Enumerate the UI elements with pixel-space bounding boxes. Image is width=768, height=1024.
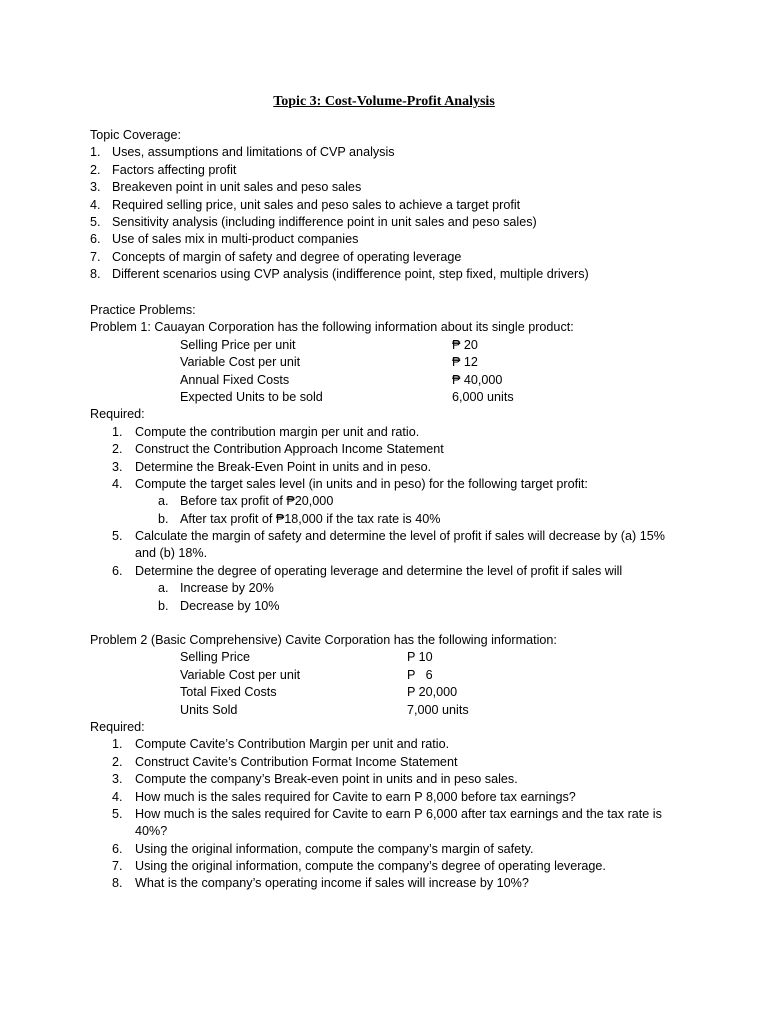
problem-2-required-item xyxy=(90,858,710,875)
text-span: Variable Cost per unit xyxy=(180,667,301,682)
problem-2-required-item xyxy=(90,789,710,806)
text-span: P 10 xyxy=(407,650,433,665)
problem-1 xyxy=(90,302,710,615)
text-span: 1. xyxy=(112,737,123,752)
topic-coverage xyxy=(90,127,710,284)
text-span: 8. xyxy=(112,876,123,891)
text-span: Selling Price per unit xyxy=(180,337,296,352)
coverage-item xyxy=(90,144,710,161)
text-span: How much is the sales required for Cavite to earn P 8,000 before tax earnings? xyxy=(135,789,576,804)
problem-2-required-item xyxy=(90,754,710,771)
text-span: Total Fixed Costs xyxy=(180,685,277,700)
practice-heading xyxy=(90,302,710,319)
text-span: Using the original information, compute the company’s margin of safety. xyxy=(135,841,534,856)
problem-1-data-row xyxy=(90,389,710,406)
problem-1-data-row xyxy=(90,354,710,371)
problem-2-intro xyxy=(90,632,710,649)
text-span: 2. xyxy=(90,162,101,177)
document-title: Topic 3: Cost-Volume-Profit Analysis xyxy=(273,94,495,109)
text-span: Required: xyxy=(90,407,145,422)
problem-1-intro xyxy=(90,319,710,336)
problem-2-data-row xyxy=(90,684,710,701)
text-span: 3. xyxy=(112,772,123,787)
text-span: Factors affecting profit xyxy=(112,162,237,177)
problem-1-sub-item xyxy=(90,598,710,615)
text-span: Required selling price, unit sales and peso sales to achieve a target profit xyxy=(112,197,521,212)
text-span: 4. xyxy=(112,476,123,491)
text-span: Topic Coverage: xyxy=(90,128,182,142)
problem-1-required-item xyxy=(90,476,710,493)
coverage-heading xyxy=(90,127,710,144)
text-span: b. xyxy=(158,511,169,526)
coverage-item xyxy=(90,249,710,266)
problem-2 xyxy=(90,632,710,893)
problem-2-data-row xyxy=(90,667,710,684)
text-span: Selling Price xyxy=(180,650,250,665)
problem-1-data-row xyxy=(90,372,710,389)
text-span: Annual Fixed Costs xyxy=(180,372,290,387)
coverage-item xyxy=(90,231,710,248)
text-span: Compute the contribution margin per unit and ratio. xyxy=(135,424,420,439)
problem-1-data-row xyxy=(90,337,710,354)
problem-2-required-label xyxy=(90,719,710,736)
text-span: Variable Cost per unit xyxy=(180,355,301,370)
text-span: What is the company’s operating income if sales will increase by 10%? xyxy=(135,876,529,891)
text-span: b. xyxy=(158,598,169,613)
text-span: a. xyxy=(158,494,169,509)
text-span: 4. xyxy=(112,789,123,804)
problem-1-required-item xyxy=(90,563,710,580)
text-span: 1. xyxy=(90,145,101,160)
problem-2-data-row xyxy=(90,649,710,666)
text-span: 7,000 units xyxy=(407,702,469,717)
problem-1-sub-item xyxy=(90,580,710,597)
text-span: After tax profit of ₱18,000 if the tax rate is 40% xyxy=(180,511,441,526)
text-span: Construct Cavite’s Contribution Format Income Statement xyxy=(135,754,458,769)
problem-1-sub-item xyxy=(90,493,710,510)
coverage-item xyxy=(90,179,710,196)
text-span: 6. xyxy=(90,232,101,247)
text-span: Uses, assumptions and limitations of CVP analysis xyxy=(112,145,395,160)
text-span: P 6 xyxy=(407,667,433,682)
text-span: 7. xyxy=(112,859,123,874)
text-span: Compute the company’s Break-even point in units and in peso sales. xyxy=(135,772,518,787)
text-span: Practice Problems: xyxy=(90,303,196,317)
text-span: 5. xyxy=(90,214,101,229)
text-span: 5. xyxy=(112,529,123,544)
text-span: 5. xyxy=(112,806,123,821)
text-span: Required: xyxy=(90,719,145,734)
text-span: 2. xyxy=(112,754,123,769)
text-span: Decrease by 10% xyxy=(180,598,280,613)
text-span: Increase by 20% xyxy=(180,581,274,596)
coverage-item xyxy=(90,214,710,231)
text-span: ₱ 20 xyxy=(452,337,478,352)
text-span: Compute the target sales level (in units and in peso) for the following target profit: xyxy=(135,476,588,491)
text-span: Before tax profit of ₱20,000 xyxy=(180,494,334,509)
problem-2-required-item xyxy=(90,806,710,841)
text-span: Expected Units to be sold xyxy=(180,389,323,404)
text-span: a. xyxy=(158,581,169,596)
text-span: Units Sold xyxy=(180,702,238,717)
text-span: 1. xyxy=(112,424,123,439)
text-span: ₱ 40,000 xyxy=(452,372,503,387)
text-span: Problem 1: Cauayan Corporation has the following information about its single product: xyxy=(90,320,574,335)
problem-2-required-item xyxy=(90,771,710,788)
problem-1-required-item xyxy=(90,528,710,563)
text-span: Problem 2 (Basic Comprehensive) Cavite Corporation has the following information: xyxy=(90,633,557,647)
text-span: Use of sales mix in multi-product companies xyxy=(112,232,359,247)
text-span: Using the original information, compute the company’s degree of operating leverage. xyxy=(135,859,606,874)
text-span: 7. xyxy=(90,249,101,264)
text-span: Compute Cavite’s Contribution Margin per unit and ratio. xyxy=(135,737,450,752)
problem-1-required-item xyxy=(90,459,710,476)
text-span: 6. xyxy=(112,563,123,578)
text-span: Construct the Contribution Approach Income Statement xyxy=(135,442,444,457)
problem-2-data-row xyxy=(90,702,710,719)
text-span: Determine the degree of operating leverage and determine the level of profit if sales will xyxy=(135,563,623,578)
problem-1-required-item xyxy=(90,424,710,441)
text-span: ₱ 12 xyxy=(452,355,478,370)
problem-1-required-label xyxy=(90,406,710,423)
text-span: Determine the Break-Even Point in units and in peso. xyxy=(135,459,432,474)
problem-2-required-item xyxy=(90,841,710,858)
text-span: Different scenarios using CVP analysis (indifference point, step fixed, multiple drivers) xyxy=(112,267,589,282)
text-span: 8. xyxy=(90,267,101,282)
text-span: 4. xyxy=(90,197,101,212)
problem-1-required-item xyxy=(90,441,710,458)
text-span: Breakeven point in unit sales and peso sales xyxy=(112,180,362,195)
problem-2-required-item xyxy=(90,736,710,753)
text-span: Concepts of margin of safety and degree of operating leverage xyxy=(112,249,462,264)
problem-1-sub-item xyxy=(90,511,710,528)
text-span: Calculate the margin of safety and determine the level of profit if sales will decrease by (a) 15% and (b) 18%. xyxy=(135,529,665,561)
text-span: Sensitivity analysis (including indifference point in unit sales and peso sales) xyxy=(112,214,537,229)
coverage-item xyxy=(90,266,710,283)
problem-2-required-item xyxy=(90,875,710,892)
coverage-item xyxy=(90,162,710,179)
text-span: 3. xyxy=(112,459,123,474)
coverage-item xyxy=(90,197,710,214)
text-span: 2. xyxy=(112,442,123,457)
text-span: 6,000 units xyxy=(452,389,514,404)
text-span: How much is the sales required for Cavite to earn P 6,000 after tax earnings and the tax rate is 40%? xyxy=(135,806,662,839)
text-span: 6. xyxy=(112,841,123,856)
text-span: 3. xyxy=(90,180,101,195)
text-span: P 20,000 xyxy=(407,685,458,700)
